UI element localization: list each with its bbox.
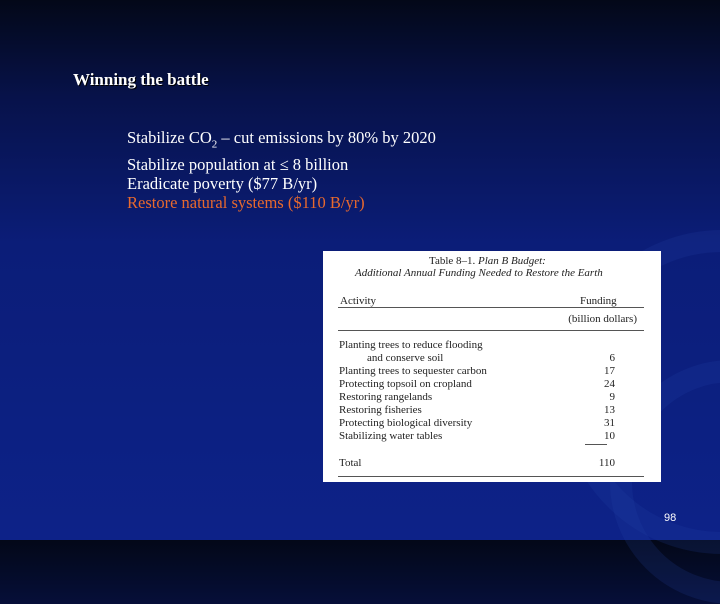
table-row: and conserve soil 6 [367, 352, 615, 364]
bullet-item: Stabilize $CO_2$ – cut emissions by 80% by 2020 [127, 128, 436, 151]
bullet-item: Stabilize population at ≤ 8 billion [127, 154, 349, 174]
header-rule [338, 307, 644, 308]
table-row: Restoring fisheries 13 [339, 404, 615, 416]
table-row: Planting trees to reduce flooding [339, 339, 483, 351]
slide-title: Winning the battle [73, 70, 209, 89]
table-caption-subtitle: Additional Annual Funding Needed to Restore the Earth [355, 267, 603, 279]
table-caption: Table 8–1. Plan B Budget: [429, 255, 546, 267]
units-rule [338, 330, 644, 331]
column-header-activity: Activity [340, 295, 377, 307]
column-units: (billion dollars) [568, 313, 637, 325]
table-row: Restoring rangelands 9 [339, 391, 615, 403]
budget-table-image [323, 251, 661, 482]
table-total-row: Total 110 [339, 457, 615, 469]
bottom-rule [338, 476, 644, 477]
sum-rule [585, 444, 607, 445]
table-row: Planting trees to sequester carbon 17 [339, 365, 615, 377]
bullet-item-highlighted: Restore natural systems ($110 B/yr) [127, 193, 365, 213]
page-number: 98 [664, 512, 677, 524]
table-row: Protecting topsoil on cropland 24 [339, 378, 615, 390]
bullet-item: Eradicate poverty ($77 B/yr) [127, 173, 318, 193]
table-row: Stabilizing water tables 10 [339, 430, 615, 442]
table-row: Protecting biological diversity 31 [339, 417, 615, 429]
bullet-list [127, 128, 436, 212]
column-header-funding: Funding [580, 295, 617, 307]
